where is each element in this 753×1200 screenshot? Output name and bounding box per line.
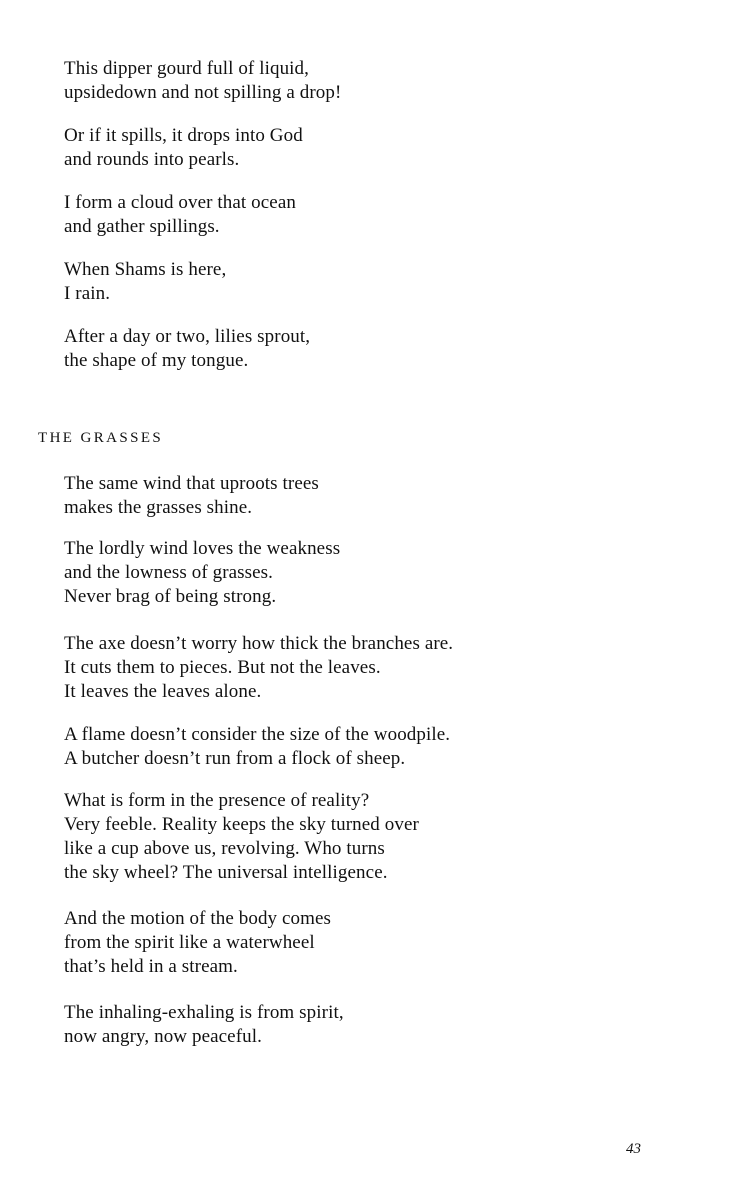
- poem1-stanza-4: [64, 258, 226, 306]
- poem-line: Or if it spills, it drops into God: [64, 125, 303, 146]
- poem-line: the shape of my tongue.: [64, 350, 249, 371]
- poem-line: Never brag of being strong.: [64, 586, 277, 607]
- poem2-stanza-1: [64, 472, 319, 520]
- poem-line: and gather spillings.: [64, 216, 220, 237]
- poem1-stanza-1: [64, 57, 341, 105]
- poem-line: A flame doesn’t consider the size of the woodpile.: [64, 724, 451, 745]
- poem2-stanza-6: [64, 907, 331, 979]
- poem-line: makes the grasses shine.: [64, 497, 253, 518]
- poem-line: And the motion of the body comes: [64, 908, 332, 929]
- poem-line: like a cup above us, revolving. Who turns: [64, 838, 385, 859]
- poem-line: It leaves the leaves alone.: [64, 681, 262, 702]
- poem1-stanza-2: [64, 124, 303, 172]
- poem2-stanza-2: [64, 537, 340, 609]
- poem-line: I rain.: [64, 283, 111, 304]
- poem-line: and the lowness of grasses.: [64, 562, 274, 583]
- poem-line: and rounds into pearls.: [64, 149, 240, 170]
- poem-line: The same wind that uproots trees: [64, 473, 319, 494]
- poem-line: from the spirit like a waterwheel: [64, 932, 315, 953]
- poem-line: the sky wheel? The universal intelligence.: [64, 862, 388, 883]
- poem-line: Very feeble. Reality keeps the sky turned over: [64, 814, 419, 835]
- poem1-stanza-3: [64, 191, 296, 239]
- poem-line: The lordly wind loves the weakness: [64, 538, 341, 559]
- poem-line: This dipper gourd full of liquid,: [64, 58, 309, 79]
- poem2-stanza-7: [64, 1001, 344, 1049]
- poem-line: I form a cloud over that ocean: [64, 192, 296, 213]
- poem-line: that’s held in a stream.: [64, 956, 238, 977]
- poem2-stanza-4: [64, 723, 450, 771]
- page-number: 43: [626, 1141, 641, 1157]
- poem1-stanza-5: [64, 325, 310, 373]
- poem-line: A butcher doesn’t run from a flock of sheep.: [64, 748, 406, 769]
- poem-line: upsidedown and not spilling a drop!: [64, 82, 342, 103]
- poem2-stanza-5: [64, 789, 419, 885]
- poem-line: When Shams is here,: [64, 259, 227, 280]
- poem2-stanza-3: [64, 632, 453, 704]
- poem-line: It cuts them to pieces. But not the leaves.: [64, 657, 381, 678]
- poem-line: What is form in the presence of reality?: [64, 790, 370, 811]
- poem-line: The inhaling-exhaling is from spirit,: [64, 1002, 344, 1023]
- poem-line: After a day or two, lilies sprout,: [64, 326, 311, 347]
- poem-line: The axe doesn’t worry how thick the branches are.: [64, 633, 454, 654]
- poem-line: now angry, now peaceful.: [64, 1026, 262, 1047]
- section-heading: THE GRASSES: [38, 430, 164, 446]
